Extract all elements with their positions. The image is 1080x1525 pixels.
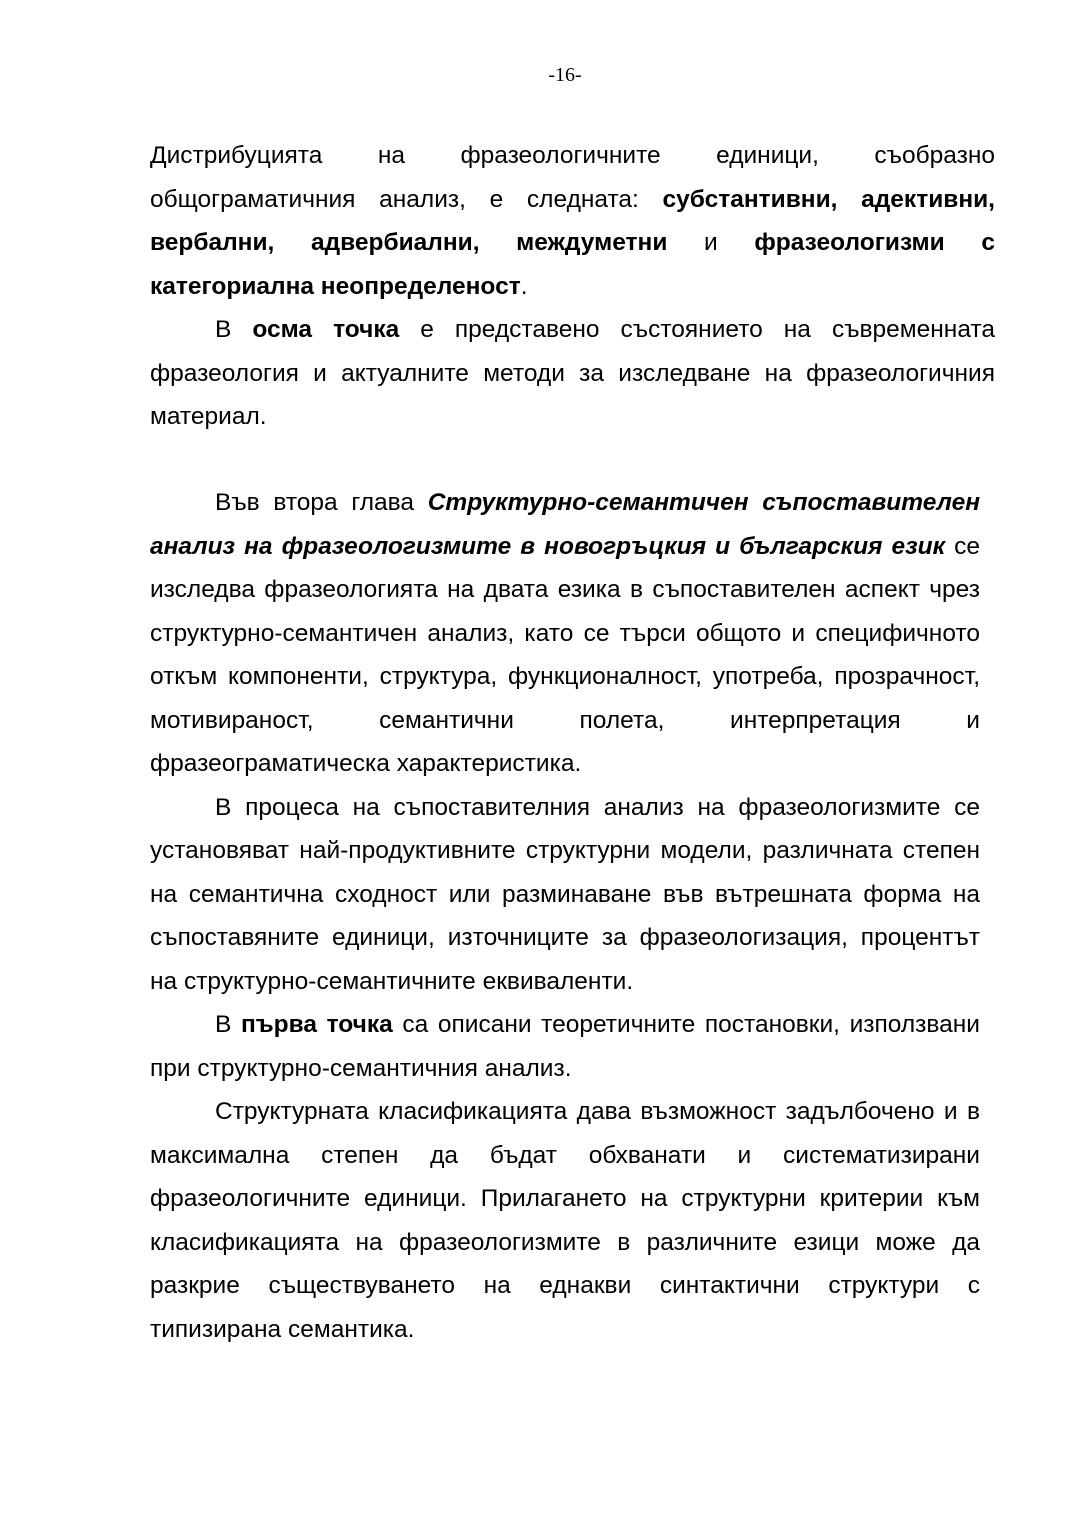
text-run-bold: осма точка xyxy=(252,316,400,343)
text-run-bold: фразеологизми с категориална неопределеност xyxy=(150,229,995,300)
text-run: се изследва фразеологията на двата езика в съпоставителен аспект чрез структурно-семантичен анализ, като се търси общото и специфичното откъм компоненти, структура, функционалност, употреба, прозрачност, мотивираност, семантични полета, интерпретация и фразеограматическа характеристика. xyxy=(150,532,981,777)
text-run: е представено състоянието на съвременната фразеология и актуалните методи за изследване на фразеологичния материал. xyxy=(150,316,995,430)
text-run-bold: субстантивни, адективни, вербални, адвербиални, междуметни xyxy=(150,185,995,256)
paragraph-structural-classification xyxy=(150,1090,980,1351)
text-run: са описани теоретичните постановки, използвани при структурно-семантичния анализ. xyxy=(150,1011,980,1082)
text-block-upper xyxy=(150,134,995,439)
text-run: В процеса на съпоставителния анализ на фразеологизмите се установяват най-продуктивните структурни модели, различната степен на семантична сходност или разминаване във вътрешната форма на съпоставяните единици, източниците за фразеологизация, процентът на структурно-семантичните еквиваленти. xyxy=(150,793,980,995)
page-number: -16- xyxy=(548,64,582,86)
text-run: Във втора глава xyxy=(215,489,428,516)
paragraph-first-point xyxy=(150,1003,980,1090)
text-run: В xyxy=(215,316,253,343)
text-run: В xyxy=(215,1011,241,1038)
text-run-bold: първа точка xyxy=(240,1011,393,1038)
text-run: . xyxy=(520,272,528,300)
chapter-title: Структурно-семантичен съпоставителен анализ на фразеологизмите в новогръцкия и българския език xyxy=(150,489,980,560)
paragraph-second-chapter xyxy=(150,481,980,786)
paragraph-comparative-analysis xyxy=(150,786,980,1004)
paragraph-eighth-point xyxy=(150,308,995,439)
text-run: Структурната класификацията дава възможност задълбочено и в максимална степен да бъдат обхванати и систематизирани фразеологичните единици. Прилагането на структурни критерии към класификацията на фразеологизмите в различните езици може да разкрие съществуването на еднакви синтактични структури с типизирана семантика. xyxy=(150,1098,980,1343)
text-run: Дистрибуцията на фразеологичните единици, съобразно общограматичния анализ, е следната: xyxy=(150,142,995,213)
text-block-lower xyxy=(150,481,980,1351)
text-run: и xyxy=(667,229,755,256)
paragraph-distribution xyxy=(150,134,995,308)
